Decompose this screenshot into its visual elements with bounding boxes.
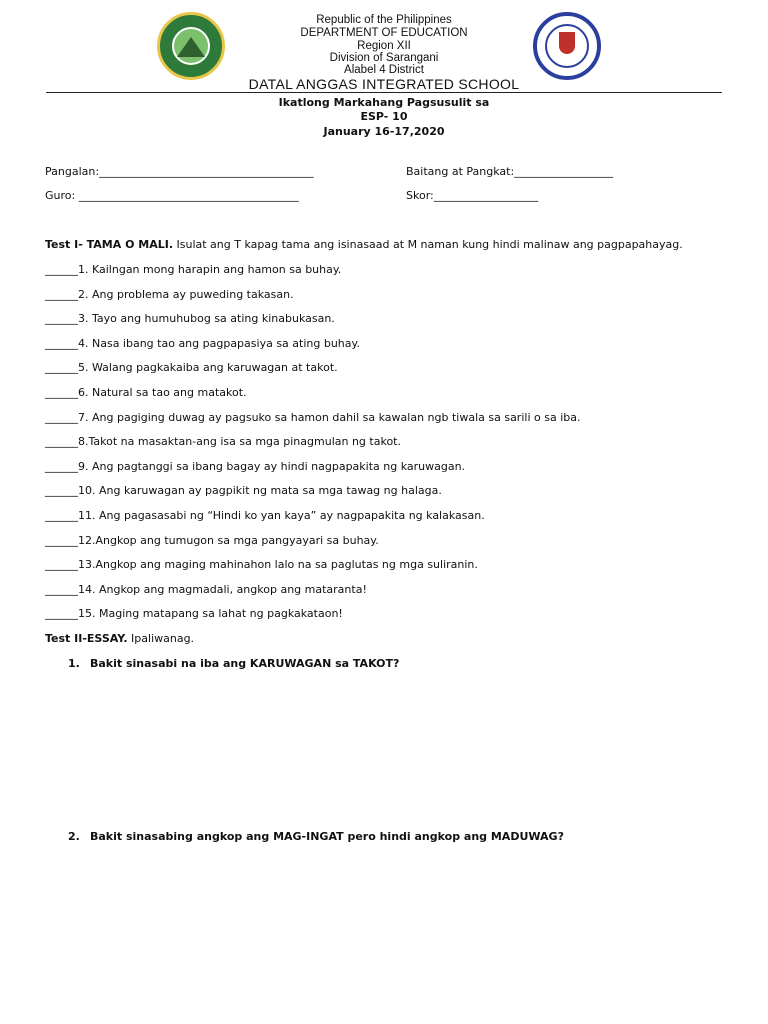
test1-item: ______2. Ang problema ay puweding takasan. — [45, 287, 294, 301]
test1-item: ______7. Ang pagiging duwag ay pagsuko sa hamon dahil sa kawalan ngb tiwala sa sarili o sa iba. — [45, 410, 581, 424]
test2-heading-label: Test II-ESSAY. — [45, 632, 128, 645]
essay-question: Bakit sinasabi na iba ang KARUWAGAN sa TAKOT? — [90, 657, 400, 670]
test1-item: ______8.Takot na masaktan-ang isa sa mga pinagmulan ng takot. — [45, 435, 401, 449]
test1-item: ______13.Angkop ang maging mahinahon lalo na sa paglutas ng mga suliranin. — [45, 558, 478, 572]
test1-heading-label: Test I- TAMA O MALI. — [45, 238, 173, 251]
header-republic: Republic of the Philippines — [316, 14, 452, 26]
test1-item: ______4. Nasa ibang tao ang pagpapasiya sa ating buhay. — [45, 336, 360, 350]
essay-question-number: 1. — [68, 657, 80, 670]
test1-item: ______3. Tayo ang humuhubog sa ating kinabukasan. — [45, 312, 335, 326]
header-region: Region XII — [357, 40, 411, 52]
exam-date: January 16-17,2020 — [323, 125, 445, 138]
test1-item: ______11. Ang pagasasabi ng “Hindi ko yan kaya” ay nagpapakita ng kalakasan. — [45, 509, 485, 522]
header-division: Division of Sarangani — [329, 52, 439, 64]
essay-question: Bakit sinasabing angkop ang MAG-INGAT pero hindi angkop ang MADUWAG? — [90, 830, 564, 843]
header-department: DEPARTMENT OF EDUCATION — [300, 27, 468, 39]
school-name: DATAL ANGGAS INTEGRATED SCHOOL — [248, 76, 520, 92]
test2-heading — [45, 632, 194, 645]
header-district: Alabel 4 District — [344, 64, 424, 76]
test1-item: ______6. Natural sa tao ang matakot. — [45, 386, 247, 399]
essay-question-number: 2. — [68, 830, 80, 843]
test1-item: ______10. Ang karuwagan ay pagpikit ng mata sa mga tawag ng halaga. — [45, 484, 442, 498]
test1-item: ______9. Ang pagtanggi sa ibang bagay ay hindi nagpapakita ng karuwagan. — [45, 459, 466, 473]
header-divider — [46, 92, 722, 93]
test1-item: ______12.Angkop ang tumugon sa mga pangyayari sa buhay. — [45, 533, 379, 547]
baitang-field[interactable]: Baitang at Pangkat:__________________ — [406, 165, 614, 178]
guro-field[interactable]: Guro: ________________________________________ — [45, 189, 299, 202]
test1-item: ______5. Walang pagkakaiba ang karuwagan at takot. — [45, 361, 338, 375]
exam-title: Ikatlong Markahang Pagsusulit sa — [278, 96, 490, 109]
test2-instructions: Ipaliwanag. — [127, 632, 195, 645]
test1-item: ______1. Kailngan mong harapin ang hamon sa buhay. — [45, 263, 342, 276]
skor-field[interactable]: Skor:___________________ — [406, 189, 539, 202]
test1-item: ______14. Angkop ang magmadali, angkop ang mataranta! — [45, 582, 367, 596]
exam-subject: ESP- 10 — [360, 110, 408, 123]
pangalan-field[interactable]: Pangalan:_______________________________________ — [45, 165, 314, 178]
test1-heading — [45, 238, 683, 251]
test1-item: ______15. Maging matapang sa lahat ng pagkakataon! — [45, 607, 343, 621]
test1-instructions: Isulat ang T kapag tama ang isinasaad at M naman kung hindi malinaw ang pagpapahayag. — [173, 238, 683, 251]
